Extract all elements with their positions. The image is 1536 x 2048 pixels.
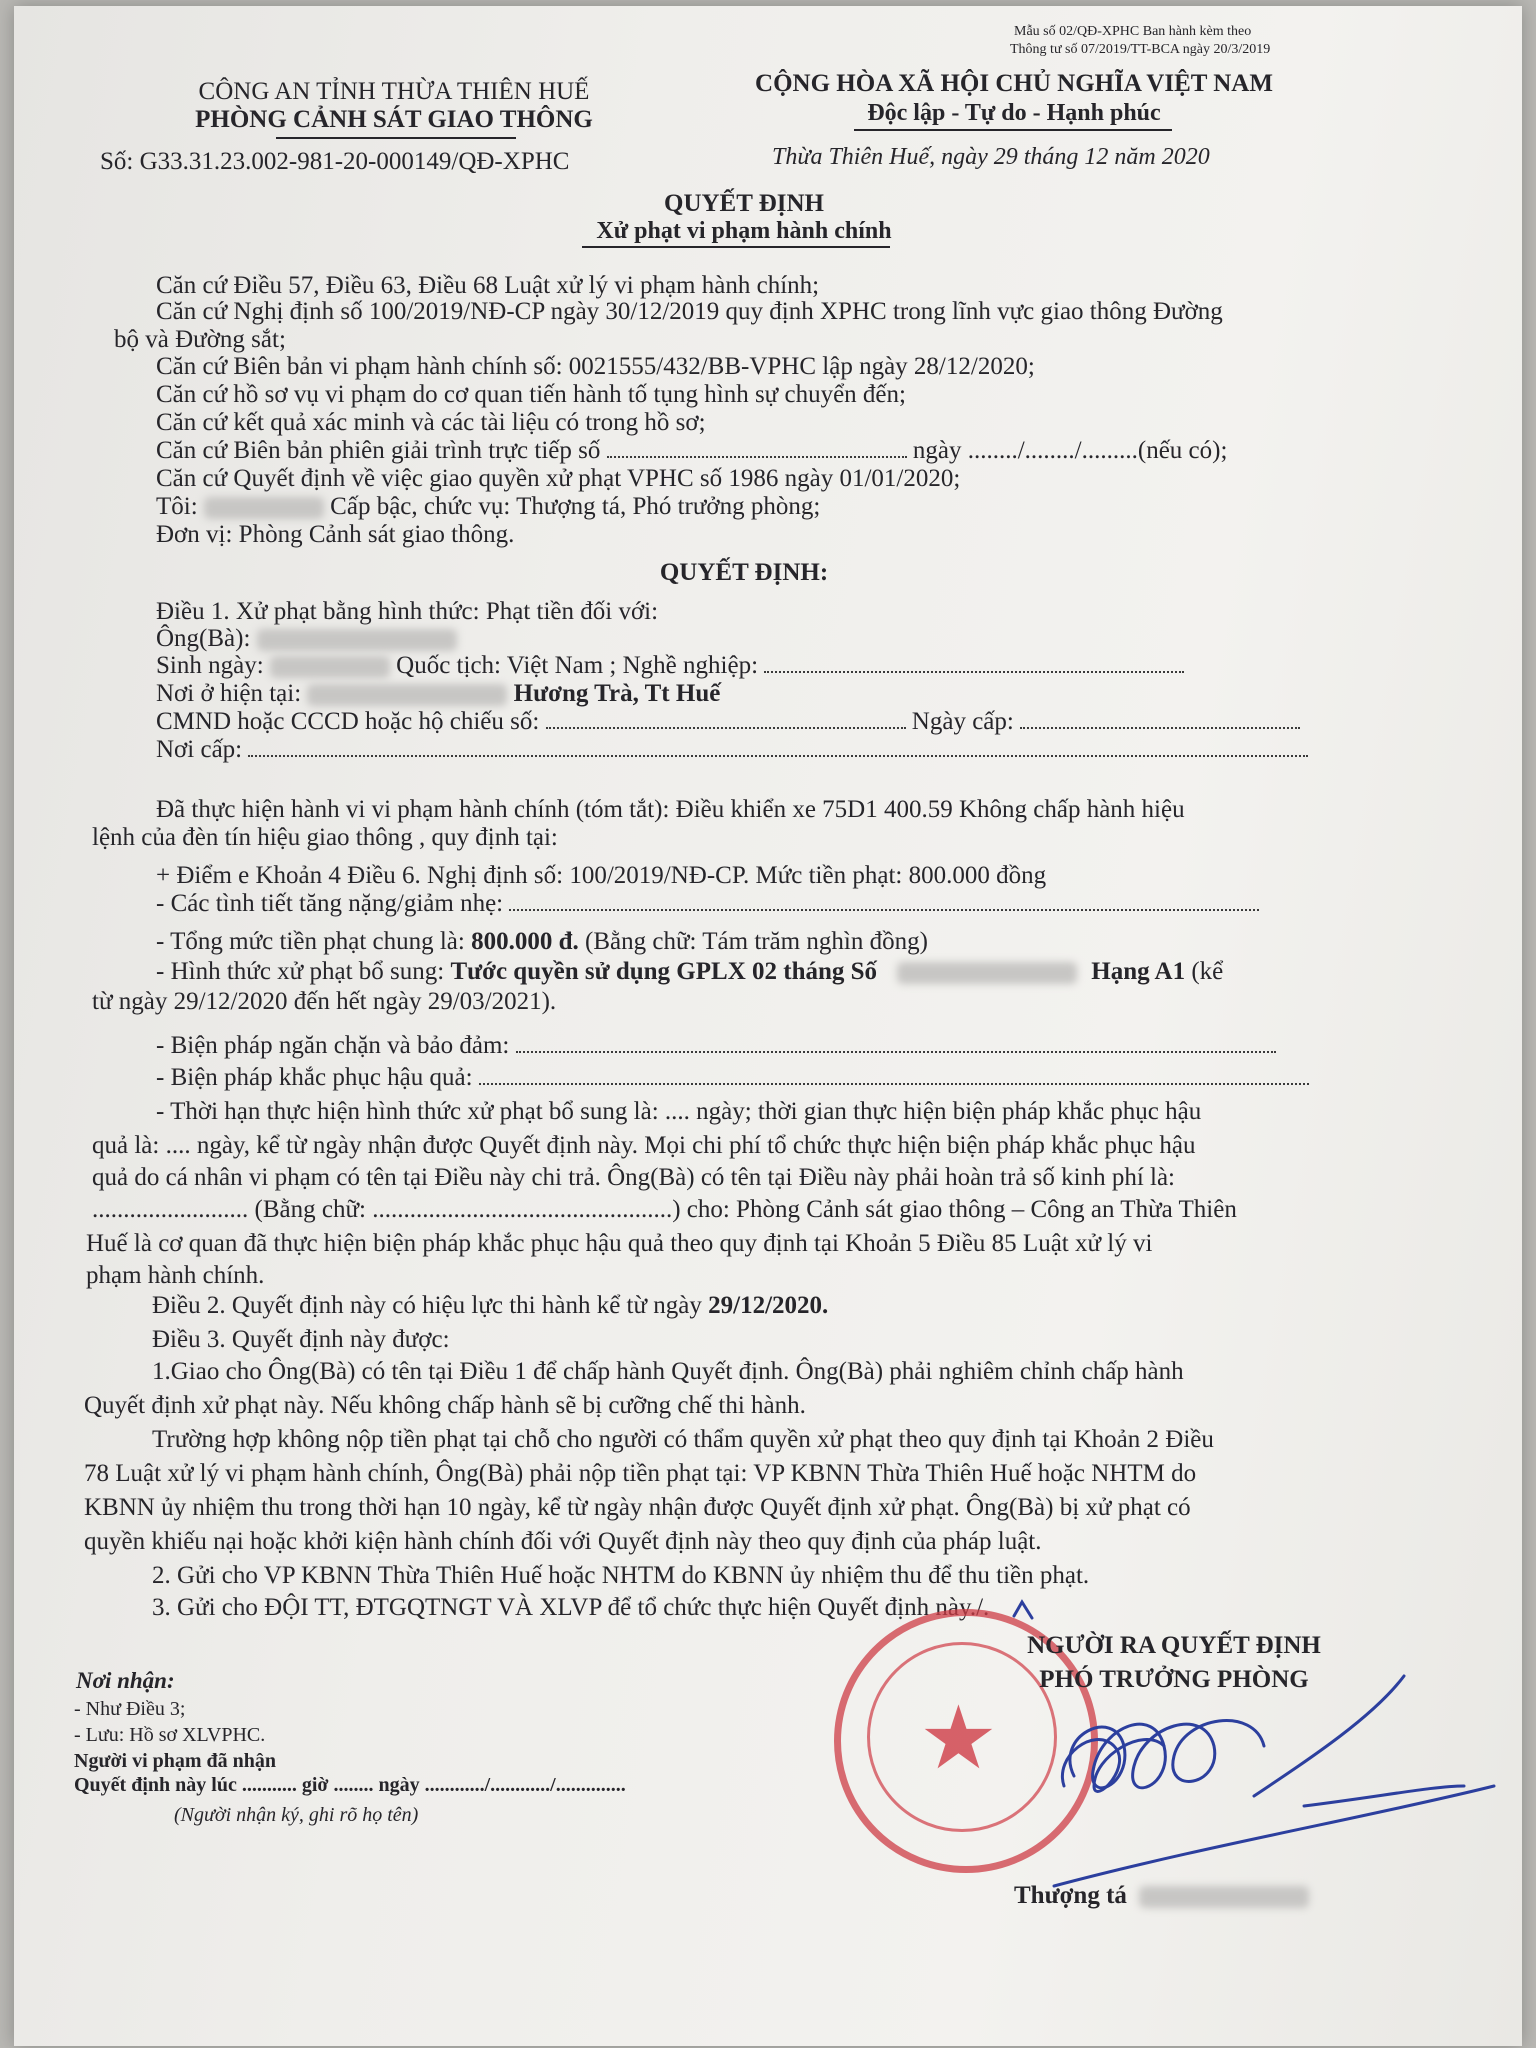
aggravating-blank: [509, 909, 1259, 911]
total-fine-line: [156, 928, 928, 956]
basis-2: Căn cứ Nghị định số 100/2019/NĐ-CP ngày 30/12/2019 quy định XPHC trong lĩnh vực giao thông Đường: [156, 298, 1223, 325]
additional-penalty-label: - Hình thức xử phạt bổ sung:: [156, 958, 451, 985]
officer-label: Tôi:: [156, 493, 204, 520]
stamp-star-icon: ★: [919, 1686, 998, 1789]
basis-1: Căn cứ Điều 57, Điều 63, Điều 68 Luật xử lý vi phạm hành chính;: [156, 272, 820, 299]
article-3-p2-cont-2: KBNN ủy nhiệm thu trong thời hạn 10 ngày, kể từ ngày nhận được Quyết định xử phạt. Ông(Bà) bị xử phạt có: [84, 1494, 1191, 1521]
article-3-item-3: 3. Gửi cho ĐỘI TT, ĐTGQTNGT VÀ XLVP để tổ chức thực hiện Quyết định này./.: [152, 1594, 990, 1621]
issue-place-line: [156, 736, 1308, 764]
deadline-6: phạm hành chính.: [86, 1262, 265, 1289]
department-name: PHÒNG CẢNH SÁT GIAO THÔNG: [195, 106, 593, 133]
country-name: CỘNG HÒA XÃ HỘI CHỦ NGHĨA VIỆT NAM: [755, 70, 1273, 97]
form-note-2: Thông tư số 07/2019/TT-BCA ngày 20/3/2019: [1010, 42, 1271, 57]
article-3-p1: 1.Giao cho Ông(Bà) có tên tại Điều 1 để chấp hành Quyết định. Ông(Bà) phải nghiêm chỉnh chấp hành: [152, 1358, 1184, 1385]
agency-name: CÔNG AN TỈNH THỪA THIÊN HUẾ: [198, 78, 590, 105]
recipients-heading: Nơi nhận:: [76, 1668, 175, 1693]
basis-2-cont: bộ và Đường sắt;: [114, 326, 286, 353]
article-3-p2-cont-1: 78 Luật xử lý vi phạm hành chính, Ông(Bà) phải nộp tiền phạt tại: VP KBNN Thừa Thiên Huế hoặc NHTM do: [84, 1460, 1197, 1487]
document-page: [14, 6, 1522, 2046]
signer-title-1: NGƯỜI RA QUYẾT ĐỊNH: [1027, 1632, 1321, 1659]
additional-penalty-line: [156, 958, 1223, 986]
additional-penalty-value: Tước quyền sử dụng GPLX 02 tháng Số: [450, 958, 878, 985]
effective-date: 29/12/2020.: [708, 1292, 829, 1319]
violator-name-redacted: [257, 629, 457, 651]
prevention-blank: [516, 1051, 1276, 1053]
deadline-1: - Thời hạn thực hiện hình thức xử phạt bổ sung là: .... ngày; thời gian thực hiện biện pháp khắc phục hậu: [156, 1098, 1202, 1125]
violator-name-label: Ông(Bà):: [156, 625, 257, 652]
legal-clause: + Điểm e Khoản 4 Điều 6. Nghị định số: 100/2019/NĐ-CP. Mức tiền phạt: 800.000 đồng: [156, 862, 1047, 889]
violation-summary: Đã thực hiện hành vi vi phạm hành chính (tóm tắt): Điều khiển xe 75D1 400.59 Không chấp hành hiệu: [156, 796, 1185, 823]
decision-number: Số: G33.31.23.002-981-20-000149/QĐ-XPHC: [100, 148, 570, 175]
address-redacted: [307, 684, 507, 706]
officer-rank: Cấp bậc, chức vụ: Thượng tá, Phó trưởng phòng;: [323, 493, 821, 520]
license-class: Hạng A1: [1091, 958, 1186, 985]
issue-place-blank: [248, 755, 1308, 757]
total-fine-value: 800.000 đ.: [471, 928, 579, 955]
occupation-blank: [764, 671, 1184, 673]
birth-label: Sinh ngày:: [156, 652, 270, 679]
recipient-1: - Như Điều 3;: [74, 1698, 186, 1720]
remedy-line: [156, 1064, 1309, 1092]
article-1-intro: Điều 1. Xử phạt bằng hình thức: Phạt tiền đối với:: [156, 598, 659, 625]
issue-date-label: Ngày cấp:: [905, 708, 1021, 735]
total-fine-words: (Bằng chữ: Tám trăm nghìn đồng): [578, 928, 928, 955]
officer-name-redacted: [204, 497, 324, 519]
basis-6-tail: ngày ......../......../.........(nếu có);: [906, 437, 1228, 464]
hearing-number-blank: [607, 456, 907, 458]
address-label: Nơi ở hiện tại:: [156, 680, 308, 707]
deadline-4: ......................... (Bằng chữ: ................................................) cho: Phòng Cảnh sát giao thông – Công an Thừa Thiên: [92, 1196, 1237, 1223]
violator-name-line: [156, 625, 457, 653]
basis-6: [156, 437, 1227, 465]
basis-4: Căn cứ hồ sơ vụ vi phạm do cơ quan tiến hành tố tụng hình sự chuyển đến;: [156, 381, 906, 408]
basis-6-label: Căn cứ Biên bản phiên giải trình trực tiếp số: [156, 437, 607, 464]
receipt-line-1: Người vi phạm đã nhận: [74, 1750, 277, 1772]
signer-rank: Thượng tá: [1014, 1882, 1127, 1909]
address-district: Hương Trà, Tt Huế: [507, 680, 721, 707]
article-3-item-2: 2. Gửi cho VP KBNN Thừa Thiên Huế hoặc NHTM do KBNN ủy nhiệm thu để thu tiền phạt.: [152, 1562, 1090, 1589]
signer-name-line: [1014, 1882, 1309, 1910]
additional-penalty-tail: (kể: [1185, 958, 1224, 985]
total-fine-label: - Tổng mức tiền phạt chung là:: [156, 928, 472, 955]
id-number-blank: [546, 727, 906, 729]
violation-summary-cont: lệnh của đèn tín hiệu giao thông , quy định tại:: [92, 824, 558, 851]
subtitle-underline: [582, 246, 890, 248]
basis-7: Căn cứ Quyết định về việc giao quyền xử phạt VPHC số 1986 ngày 01/01/2020;: [156, 465, 961, 492]
unit-line: Đơn vị: Phòng Cảnh sát giao thông.: [156, 521, 515, 548]
recipient-2: - Lưu: Hồ sơ XLVPHC.: [74, 1724, 266, 1746]
remedy-blank: [479, 1083, 1309, 1085]
address-line: [156, 680, 720, 708]
department-underline: [276, 137, 516, 139]
id-line: [156, 708, 1300, 736]
deadline-5: Huế là cơ quan đã thực hiện biện pháp khắc phục hậu quả theo quy định tại Khoản 5 Điều 85 Luật xử lý vi: [86, 1230, 1153, 1257]
deadline-2: quả là: .... ngày, kể từ ngày nhận được Quyết định này. Mọi chi phí tổ chức thực hiện biện pháp khắc phục hậu: [92, 1132, 1196, 1159]
signer-name-redacted: [1139, 1886, 1309, 1908]
article-3-intro: Điều 3. Quyết định này được:: [152, 1326, 450, 1353]
article-3-p2: Trường hợp không nộp tiền phạt tại chỗ cho người có thẩm quyền xử phạt theo quy định tại Khoản 2 Điều: [152, 1426, 1214, 1453]
aggravating-line: [156, 890, 1259, 918]
receipt-line-3: (Người nhận ký, ghi rõ họ tên): [174, 1804, 419, 1826]
id-label: CMND hoặc CCCD hoặc hộ chiếu số:: [156, 708, 546, 735]
article-3-p2-cont-3: quyền khiếu nại hoặc khởi kiện hành chính đối với Quyết định này theo quy định của pháp luật.: [84, 1528, 1042, 1555]
national-motto: Độc lập - Tự do - Hạnh phúc: [867, 100, 1161, 126]
basis-3: Căn cứ Biên bản vi phạm hành chính số: 0021555/432/BB-VPHC lập ngày 28/12/2020;: [156, 353, 1035, 380]
document-title: QUYẾT ĐỊNH: [664, 190, 824, 217]
issue-date-blank: [1020, 727, 1300, 729]
nationality-occupation: Quốc tịch: Việt Nam ; Nghề nghiệp:: [389, 652, 765, 679]
form-note-1: Mẫu số 02/QĐ-XPHC Ban hành kèm theo: [1014, 24, 1252, 39]
deadline-3: quả do cá nhân vi phạm có tên tại Điều này chi trả. Ông(Bà) có tên tại Điều này phải hoàn trả số kinh phí là:: [92, 1164, 1176, 1191]
motto-underline: [854, 129, 1172, 131]
birth-line: [156, 652, 1184, 680]
document-subtitle: Xử phạt vi phạm hành chính: [596, 218, 892, 244]
basis-5: Căn cứ kết quả xác minh và các tài liệu có trong hồ sơ;: [156, 409, 706, 436]
place-date: Thừa Thiên Huế, ngày 29 tháng 12 năm 2020: [772, 144, 1210, 170]
decision-heading: QUYẾT ĐỊNH:: [659, 559, 829, 586]
birth-date-redacted: [270, 656, 390, 678]
officer-line: [156, 493, 820, 521]
receipt-line-2: Quyết định này lúc ........... giờ ........ ngày ............/............/..............: [74, 1774, 626, 1796]
remedy-label: - Biện pháp khắc phục hậu quả:: [156, 1064, 479, 1091]
prevention-label: - Biện pháp ngăn chặn và bảo đảm:: [156, 1032, 516, 1059]
article-2: [152, 1292, 828, 1320]
signer-title-2: PHÓ TRƯỞNG PHÒNG: [1039, 1666, 1309, 1693]
prevention-line: [156, 1032, 1276, 1060]
article-2-text: Điều 2. Quyết định này có hiệu lực thi hành kể từ ngày: [152, 1292, 709, 1319]
penalty-period: từ ngày 29/12/2020 đến hết ngày 29/03/2021).: [92, 988, 557, 1015]
issue-place-label: Nơi cấp:: [156, 736, 249, 763]
license-number-redacted: [897, 962, 1077, 984]
aggravating-label: - Các tình tiết tăng nặng/giảm nhẹ:: [156, 890, 510, 917]
article-3-p1-cont: Quyết định xử phạt này. Nếu không chấp hành sẽ bị cưỡng chế thi hành.: [84, 1392, 806, 1419]
